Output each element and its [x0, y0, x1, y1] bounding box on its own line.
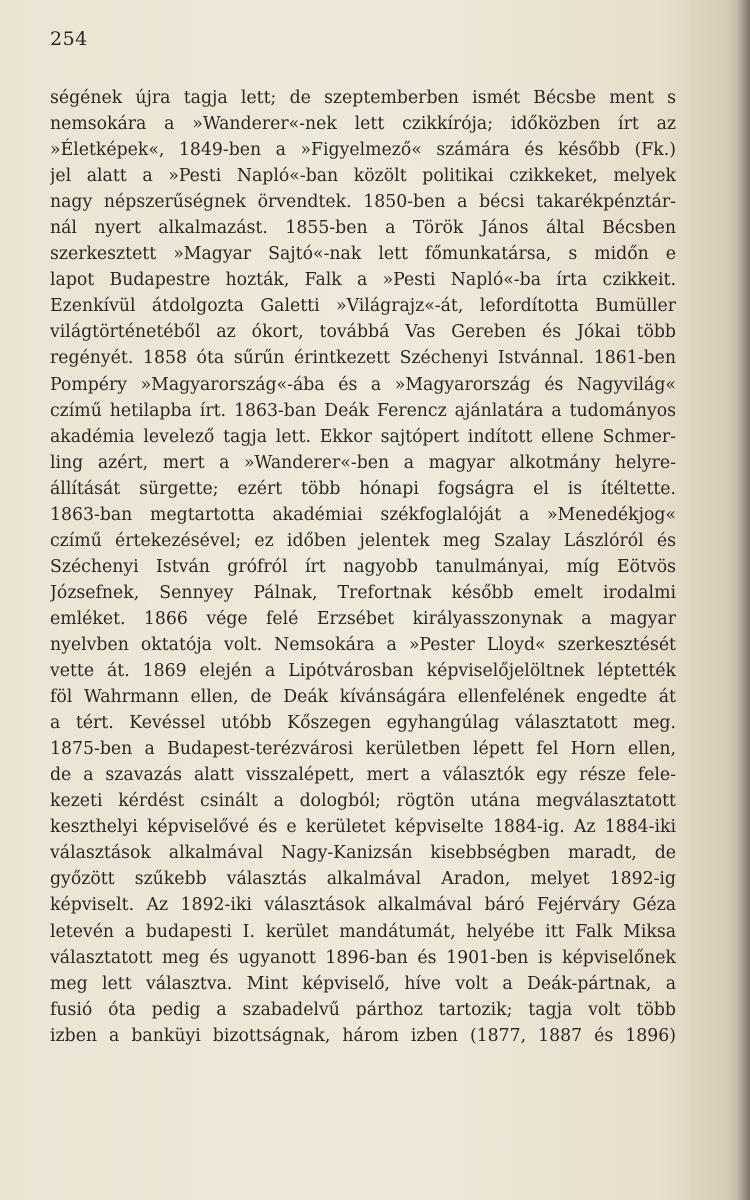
text-line: Pompéry »Magyarország«-ába és a »Magyarország és Nagyvilág«	[50, 374, 676, 395]
text-line: Széchenyi István grófról írt nagyobb tanulmányai, míg Eötvös	[50, 556, 676, 577]
text-line: emléket. 1866 vége felé Erzsébet királyasszonynak a magyar	[50, 608, 676, 629]
text-line: nyelvben oktatója volt. Nemsokára a »Pester Lloyd« szerkesztését	[50, 634, 676, 655]
text-line: izben a banküyi bizottságnak, három izben (1877, 1887 és 1896)	[50, 1025, 676, 1046]
page-number: 254	[50, 28, 88, 50]
text-line: választások alkalmával Nagy-Kanizsán kisebbségben maradt, de	[50, 843, 676, 864]
text-line: győzött szűkebb választás alkalmával Aradon, melyet 1892-ig	[50, 869, 676, 890]
text-line: képviselt. Az 1892-iki választások alkalmával báró Fejérváry Géza	[50, 895, 676, 916]
text-line: nemsokára a »Wanderer«-nek lett czikkírója; időközben írt az	[50, 114, 676, 135]
text-line: fusió óta pedig a szabadelvű párthoz tartozik; tagja volt több	[50, 999, 676, 1020]
text-line: akadémia levelező tagja lett. Ekkor sajtópert indított ellene Schmer-	[50, 426, 676, 447]
text-line: választatott meg és ugyanott 1896-ban és 1901-ben is képviselőnek	[50, 947, 676, 968]
text-line: »Életképek«, 1849-ben a »Figyelmező« számára és később (Fk.)	[50, 140, 676, 161]
text-line: nál nyert alkalmazást. 1855-ben a Török János által Bécsben	[50, 218, 676, 239]
text-line: világtörténetéből az ókort, továbbá Vas Gereben és Jókai több	[50, 322, 676, 343]
text-line: 1875-ben a Budapest-terézvárosi kerületben lépett fel Horn ellen,	[50, 739, 676, 760]
text-line: regényét. 1858 óta sűrűn érintkezett Széchenyi Istvánnal. 1861-ben	[50, 348, 676, 369]
text-line: Józsefnek, Sennyey Pálnak, Trefortnak később emelt irodalmi	[50, 582, 676, 603]
text-line: czímű értekezésével; ez időben jelentek meg Szalay Lászlóról és	[50, 530, 676, 551]
text-line: czímű hetilapba írt. 1863-ban Deák Ferencz ajánlatára a tudományos	[50, 400, 676, 421]
text-line: letevén a budapesti I. kerület mandátumát, helyébe itt Falk Miksa	[50, 921, 676, 942]
text-line: keszthelyi képviselővé és e kerületet képviselte 1884-ig. Az 1884-iki	[50, 817, 676, 838]
text-line: de a szavazás alatt visszalépett, mert a választók egy része fele-	[50, 765, 676, 786]
text-line: ségének újra tagja lett; de szeptemberben ismét Bécsbe ment s	[50, 88, 676, 108]
text-line: szerkesztett »Magyar Sajtó«-nak lett főmunkatársa, s midőn e	[50, 244, 676, 265]
text-line: a tért. Kevéssel utóbb Kőszegen egyhangúlag választatott meg.	[50, 713, 676, 734]
text-line: lapot Budapestre hozták, Falk a »Pesti Napló«-ba írta czikkeit.	[50, 270, 676, 291]
body-text	[50, 85, 676, 1049]
text-line: Ezenkívül átdolgozta Galetti »Világrajz«-át, lefordította Bumüller	[50, 296, 676, 317]
text-line: 1863-ban megtartotta akadémiai székfoglalóját a »Menedékjog«	[50, 504, 676, 525]
text-line: nagy népszerűségnek örvendtek. 1850-ben a bécsi takarékpénztár-	[50, 192, 676, 213]
text-line: állítását sürgette; ezért több hónapi fogságra el is ítéltette.	[50, 478, 676, 499]
text-line: ling azért, mert a »Wanderer«-ben a magyar alkotmány helyre-	[50, 452, 676, 473]
text-line: jel alatt a »Pesti Napló«-ban közölt politikai czikkeket, melyek	[50, 166, 676, 187]
text-line: vette át. 1869 elején a Lipótvárosban képviselőjelöltnek léptették	[50, 661, 676, 682]
page-edge-shadow	[738, 0, 750, 1200]
text-line: föl Wahrmann ellen, de Deák kívánságára ellenfelének engedte át	[50, 687, 676, 708]
text-line: kezeti kérdést csinált a dologból; rögtön utána megválasztatott	[50, 791, 676, 812]
text-line: meg lett választva. Mint képviselő, híve volt a Deák-pártnak, a	[50, 973, 676, 994]
